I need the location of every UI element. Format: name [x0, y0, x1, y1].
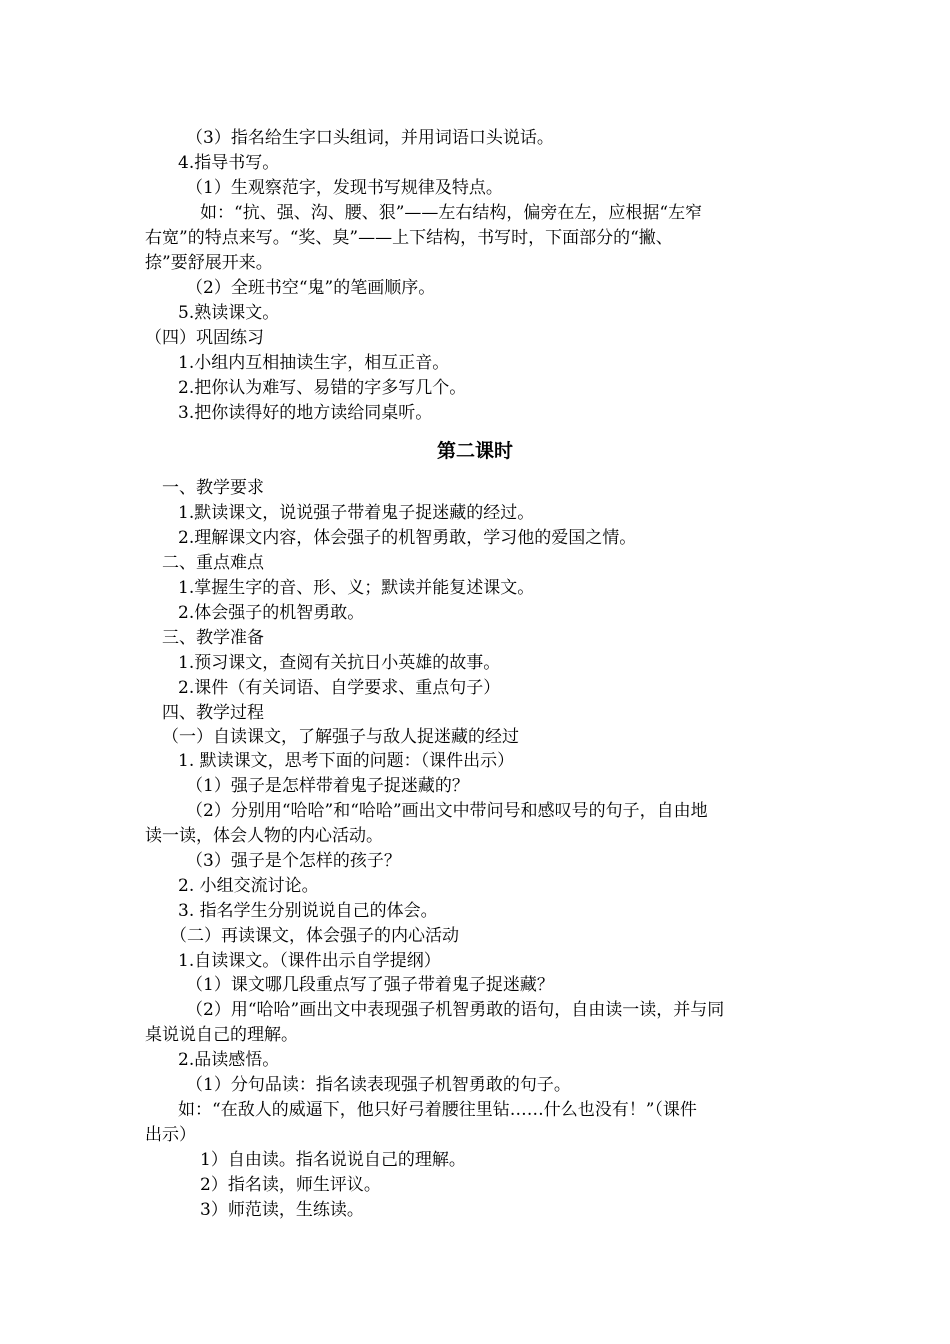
text-line: 1.默读课文，说说强子带着鬼子捉迷藏的经过。 [178, 503, 535, 523]
text-line: 2.理解课文内容，体会强子的机智勇敢，学习他的爱国之情。 [178, 528, 637, 548]
text-line: 5.熟读课文。 [178, 303, 280, 323]
section-heading: 三、教学准备 [162, 628, 264, 648]
text-line: 如：“在敌人的威逼下，他只好弓着腰往里钻……什么也没有！”（课件 [178, 1100, 697, 1120]
text-line: 2.品读感悟。 [178, 1050, 280, 1070]
text-line: 2. 小组交流讨论。 [178, 876, 319, 896]
text-line: 3.把你读得好的地方读给同桌听。 [178, 403, 433, 423]
text-line: 如：“抗、强、沟、腰、狠”——左右结构，偏旁在左，应根据“左窄 [200, 203, 703, 223]
text-line: 1.掌握生字的音、形、义；默读并能复述课文。 [178, 578, 535, 598]
text-line: 2.把你认为难写、易错的字多写几个。 [178, 378, 467, 398]
text-line: 1. 默读课文，思考下面的问题：（课件出示） [178, 751, 515, 771]
text-line: 右宽”的特点来写。“奖、臭”——上下结构，书写时，下面部分的“撇、 [145, 228, 673, 248]
lesson-title: 第二课时 [436, 440, 513, 462]
text-line: 桌说说自己的理解。 [145, 1025, 298, 1045]
section-heading: 一、教学要求 [162, 478, 264, 498]
text-line: （1）生观察范字，发现书写规律及特点。 [186, 178, 503, 198]
section-heading: （四）巩固练习 [145, 328, 264, 348]
section-heading: 二、重点难点 [162, 553, 264, 573]
text-line: 1.小组内互相抽读生字，相互正音。 [178, 353, 450, 373]
text-line: 4.指导书写。 [178, 153, 280, 173]
text-line: 2）指名读，师生评议。 [200, 1175, 381, 1195]
text-line: 2.体会强子的机智勇敢。 [178, 603, 365, 623]
text-line: （3）强子是个怎样的孩子？ [186, 851, 401, 871]
text-line: （2）全班书空“鬼”的笔画顺序。 [186, 278, 436, 298]
text-line: 2.课件（有关词语、自学要求、重点句子） [178, 678, 501, 698]
text-line: （2）用“哈哈”画出文中表现强子机智勇敢的语句，自由读一读，并与同 [186, 1000, 725, 1020]
subsection-heading: （一）自读课文，了解强子与敌人捉迷藏的经过 [162, 727, 519, 747]
text-line: 捺”要舒展开来。 [145, 253, 273, 273]
section-heading: 四、教学过程 [162, 703, 264, 723]
text-line: 1.预习课文，查阅有关抗日小英雄的故事。 [178, 653, 501, 673]
text-line: （1）课文哪几段重点写了强子带着鬼子捉迷藏？ [186, 975, 554, 995]
text-line: 3. 指名学生分别说说自己的体会。 [178, 901, 438, 921]
subsection-heading: （二）再读课文，体会强子的内心活动 [170, 926, 459, 946]
text-line: 1.自读课文。（课件出示自学提纲） [178, 951, 441, 971]
text-line: （2）分别用“哈哈”和“哈哈”画出文中带问号和感叹号的句子，自由地 [186, 801, 708, 821]
text-line: 1）自由读。指名说说自己的理解。 [200, 1150, 466, 1170]
text-line: 出示） [145, 1125, 196, 1145]
text-line: （1）分句品读：指名读表现强子机智勇敢的句子。 [186, 1075, 571, 1095]
text-line: 读一读，体会人物的内心活动。 [145, 826, 383, 846]
text-line: 3）师范读，生练读。 [200, 1200, 364, 1220]
text-line: （1）强子是怎样带着鬼子捉迷藏的？ [186, 776, 469, 796]
text-line: （3）指名给生字口头组词，并用词语口头说话。 [186, 128, 554, 148]
